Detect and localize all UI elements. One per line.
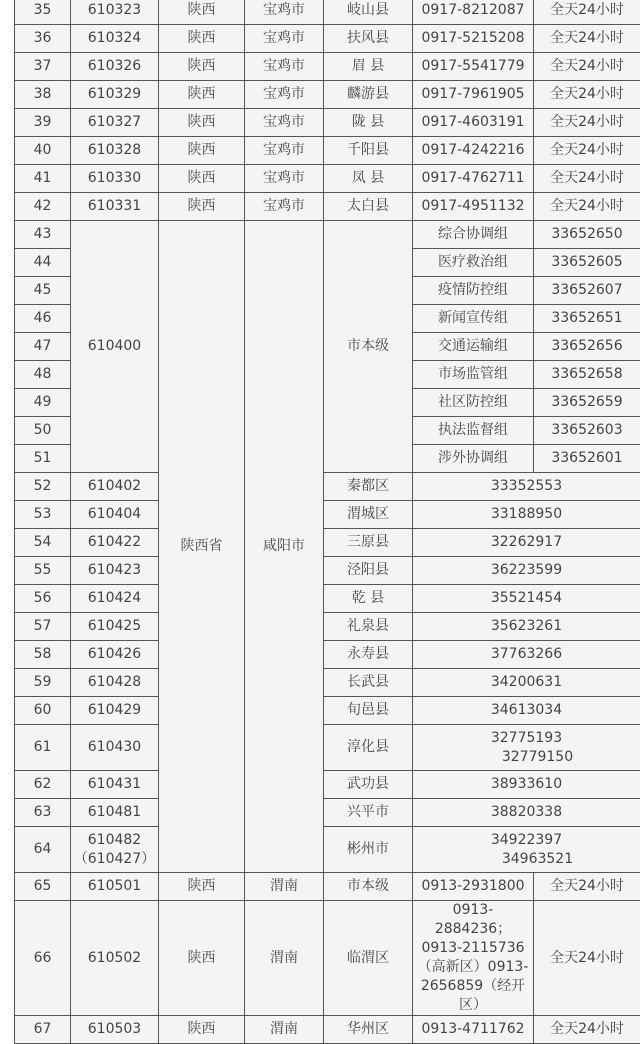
row-number: 47: [15, 333, 71, 361]
county: 千阳县: [324, 137, 413, 165]
phone-cell: [413, 827, 640, 873]
region-code: 610428: [71, 669, 159, 697]
region-code: 610501: [71, 873, 159, 901]
row-number: 63: [15, 799, 71, 827]
phone: 33652607: [534, 277, 640, 305]
county: 临渭区: [324, 901, 413, 1016]
phone: 0917-4762711: [413, 165, 534, 193]
row-number: 50: [15, 417, 71, 445]
table-row: [15, 193, 640, 221]
city: 宝鸡市: [245, 81, 324, 109]
phone: 36223599: [413, 557, 640, 585]
hours: 全天24小时: [534, 1016, 640, 1044]
phone: 37763266: [413, 641, 640, 669]
phone: 35623261: [413, 613, 640, 641]
row-number: 41: [15, 165, 71, 193]
row-number: 45: [15, 277, 71, 305]
region-code: 610503: [71, 1016, 159, 1044]
working-group: 医疗救治组: [413, 249, 534, 277]
row-number: 62: [15, 771, 71, 799]
phone: 33652658: [534, 361, 640, 389]
city: 宝鸡市: [245, 109, 324, 137]
table-row: [15, 901, 640, 1016]
phone: 32775193: [415, 729, 638, 748]
phone: 33652659: [534, 389, 640, 417]
province: 陕西: [159, 0, 245, 25]
region-code: 610402: [71, 473, 159, 501]
region-code: 610327: [71, 109, 159, 137]
row-number: 49: [15, 389, 71, 417]
row-number: 54: [15, 529, 71, 557]
row-number: 44: [15, 249, 71, 277]
region-code-cell: [71, 827, 159, 873]
row-number: 67: [15, 1016, 71, 1044]
table-row: [15, 501, 640, 529]
row-number: 40: [15, 137, 71, 165]
row-number: 53: [15, 501, 71, 529]
table-row: [15, 109, 640, 137]
city: 宝鸡市: [245, 53, 324, 81]
city: 宝鸡市: [245, 0, 324, 25]
row-number: 39: [15, 109, 71, 137]
county: 礼泉县: [324, 613, 413, 641]
province: 陕西: [159, 873, 245, 901]
phone: 0917-4951132: [413, 193, 534, 221]
phone: 33652650: [534, 221, 640, 249]
phone: 0917-4603191: [413, 109, 534, 137]
region-code: 610425: [71, 613, 159, 641]
phone: 0913-4711762: [413, 1016, 534, 1044]
table-row: [15, 725, 640, 771]
county: 乾 县: [324, 585, 413, 613]
county: 武功县: [324, 771, 413, 799]
row-number: 59: [15, 669, 71, 697]
region-code: 610481: [71, 799, 159, 827]
county: 岐山县: [324, 0, 413, 25]
row-number: 48: [15, 361, 71, 389]
county: 三原县: [324, 529, 413, 557]
phone: 38820338: [413, 799, 640, 827]
working-group: 综合协调组: [413, 221, 534, 249]
region-code: 610404: [71, 501, 159, 529]
row-number: 43: [15, 221, 71, 249]
city: 渭南: [245, 873, 324, 901]
row-number: 66: [15, 901, 71, 1016]
row-number: 38: [15, 81, 71, 109]
phone-cell: [413, 725, 640, 771]
region-code: 610429: [71, 697, 159, 725]
region-code: 610329: [71, 81, 159, 109]
row-number: 64: [15, 827, 71, 873]
table-row: [15, 0, 640, 25]
county: 市本级: [324, 221, 413, 473]
county: 眉 县: [324, 53, 413, 81]
hours: 全天24小时: [534, 901, 640, 1016]
county: 长武县: [324, 669, 413, 697]
hours: 全天24小时: [534, 109, 640, 137]
county: 扶风县: [324, 25, 413, 53]
phone: 33652651: [534, 305, 640, 333]
region-code: 610326: [71, 53, 159, 81]
phone: 33652605: [534, 249, 640, 277]
region-code: 610330: [71, 165, 159, 193]
phone: 0917-5541779: [413, 53, 534, 81]
phone: 33652601: [534, 445, 640, 473]
row-number: 57: [15, 613, 71, 641]
hours: 全天24小时: [534, 193, 640, 221]
phone: 0917-8212087: [413, 0, 534, 25]
province: 陕西: [159, 1016, 245, 1044]
table-row: [15, 1016, 640, 1044]
working-group: 交通运输组: [413, 333, 534, 361]
phone: 0913-2884236； 0913-2115736 （高新区）0913- 2656859（经开 区）: [413, 901, 534, 1016]
phone: 33652656: [534, 333, 640, 361]
province: 陕西: [159, 193, 245, 221]
city: 咸阳市: [245, 221, 324, 873]
region-code-old: （610427）: [73, 850, 156, 869]
row-number: 56: [15, 585, 71, 613]
table-row: [15, 613, 640, 641]
county: 陇 县: [324, 109, 413, 137]
table-row: [15, 53, 640, 81]
row-number: 42: [15, 193, 71, 221]
phone: 33652603: [534, 417, 640, 445]
working-group: 执法监督组: [413, 417, 534, 445]
region-code: 610400: [71, 221, 159, 473]
table-row: [15, 529, 640, 557]
county: 麟游县: [324, 81, 413, 109]
region-code: 610502: [71, 901, 159, 1016]
region-code: 610323: [71, 0, 159, 25]
row-number: 35: [15, 0, 71, 25]
region-code: 610426: [71, 641, 159, 669]
region-code: 610331: [71, 193, 159, 221]
table-row: [15, 137, 640, 165]
region-code: 610423: [71, 557, 159, 585]
table-row: [15, 473, 640, 501]
county: 华州区: [324, 1016, 413, 1044]
phone: 35521454: [413, 585, 640, 613]
province: 陕西: [159, 901, 245, 1016]
region-code: 610422: [71, 529, 159, 557]
phone: 0917-7961905: [413, 81, 534, 109]
table-row: [15, 165, 640, 193]
row-number: 46: [15, 305, 71, 333]
working-group: 新闻宣传组: [413, 305, 534, 333]
county: 泾阳县: [324, 557, 413, 585]
phone: 33352553: [413, 473, 640, 501]
phone: 32779150: [415, 748, 638, 767]
county: 旬邑县: [324, 697, 413, 725]
table-row: [15, 641, 640, 669]
region-code: 610431: [71, 771, 159, 799]
row-number: 55: [15, 557, 71, 585]
county: 太白县: [324, 193, 413, 221]
hours: 全天24小时: [534, 873, 640, 901]
hours: 全天24小时: [534, 0, 640, 25]
hours: 全天24小时: [534, 81, 640, 109]
city: 宝鸡市: [245, 193, 324, 221]
table-row: [15, 771, 640, 799]
working-group: 涉外协调组: [413, 445, 534, 473]
working-group: 社区防控组: [413, 389, 534, 417]
row-number: 51: [15, 445, 71, 473]
province: 陕西: [159, 25, 245, 53]
province: 陕西: [159, 81, 245, 109]
phone: 34613034: [413, 697, 640, 725]
province: 陕西省: [159, 221, 245, 873]
county: 秦都区: [324, 473, 413, 501]
table-row: [15, 557, 640, 585]
phone: 0917-4242216: [413, 137, 534, 165]
row-number: 37: [15, 53, 71, 81]
hours: 全天24小时: [534, 53, 640, 81]
table-row: [15, 25, 640, 53]
hours: 全天24小时: [534, 137, 640, 165]
working-group: 市场监管组: [413, 361, 534, 389]
hours: 全天24小时: [534, 25, 640, 53]
table-row: [15, 585, 640, 613]
table-row: [15, 221, 640, 249]
table-row: [15, 799, 640, 827]
row-number: 65: [15, 873, 71, 901]
table-row: [15, 873, 640, 901]
row-number: 61: [15, 725, 71, 771]
city: 宝鸡市: [245, 25, 324, 53]
hours: 全天24小时: [534, 165, 640, 193]
county: 永寿县: [324, 641, 413, 669]
city: 渭南: [245, 1016, 324, 1044]
region-code: 610328: [71, 137, 159, 165]
phone: 32262917: [413, 529, 640, 557]
city: 渭南: [245, 901, 324, 1016]
region-code: 610430: [71, 725, 159, 771]
row-number: 36: [15, 25, 71, 53]
province: 陕西: [159, 137, 245, 165]
table-row: [15, 697, 640, 725]
phone: 33188950: [413, 501, 640, 529]
phone: 0913-2931800: [413, 873, 534, 901]
county: 兴平市: [324, 799, 413, 827]
city: 宝鸡市: [245, 165, 324, 193]
county: 凤 县: [324, 165, 413, 193]
row-number: 58: [15, 641, 71, 669]
working-group: 疫情防控组: [413, 277, 534, 305]
province: 陕西: [159, 53, 245, 81]
hotline-table: [14, 0, 640, 1044]
phone: 34922397: [415, 831, 638, 850]
province: 陕西: [159, 109, 245, 137]
phone: 38933610: [413, 771, 640, 799]
county: 淳化县: [324, 725, 413, 771]
phone: 34963521: [415, 850, 638, 869]
county: 市本级: [324, 873, 413, 901]
phone: 0917-5215208: [413, 25, 534, 53]
county: 彬州市: [324, 827, 413, 873]
province: 陕西: [159, 165, 245, 193]
city: 宝鸡市: [245, 137, 324, 165]
table-row: [15, 827, 640, 873]
table-row: [15, 81, 640, 109]
region-code: 610482: [73, 831, 156, 850]
row-number: 60: [15, 697, 71, 725]
county: 渭城区: [324, 501, 413, 529]
table-row: [15, 669, 640, 697]
row-number: 52: [15, 473, 71, 501]
phone: 34200631: [413, 669, 640, 697]
region-code: 610324: [71, 25, 159, 53]
region-code: 610424: [71, 585, 159, 613]
